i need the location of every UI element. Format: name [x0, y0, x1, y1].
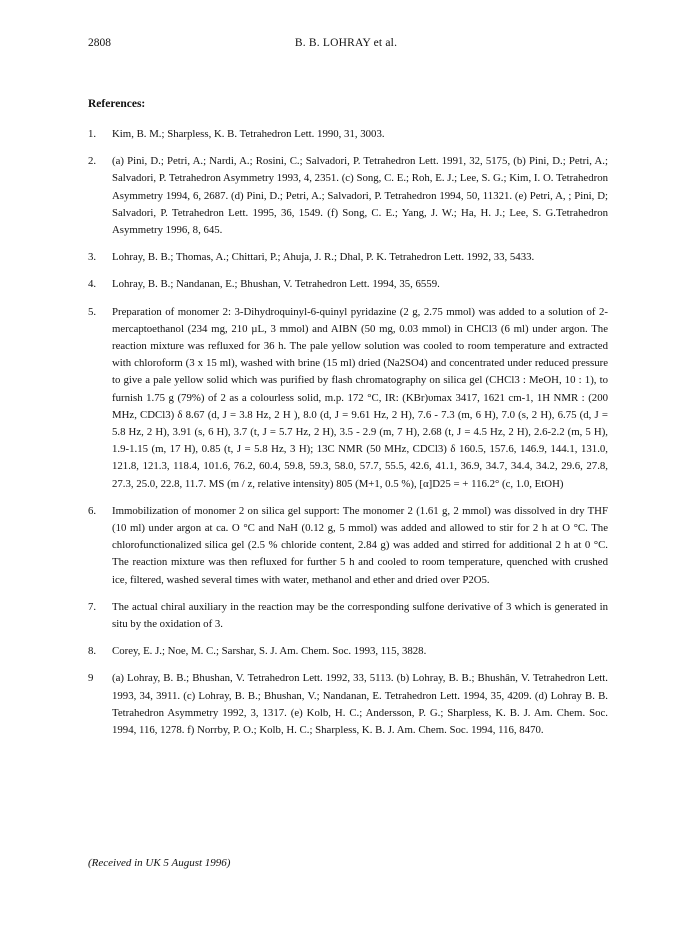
reference-number: 7.: [88, 600, 97, 613]
reference-text: (a) Pini, D.; Petri, A.; Nardi, A.; Rosini, C.; Salvadori, P. Tetrahedron Lett. 1991, 32, 5175, (b) Pini, D.; Petri, A.; Salvadori, P. Tetrahedron Asymmetry 1993, 4, 2351. (c) Song, C. E.; Roh, E. J.; Lee, S. G.; Kim, I. O. Tetrahedron Asymmetry 1994, 6, 2687. (d) Pini, D.; Petri, A.; Salvadori, P. Tetrahedron 1994, 50, 11321. (e) Petri, A, ; Pini, D; Salvadori, P. Tetrahedron Lett. 1995, 36, 1549. (f) Song, C. E.; Yang, J. W.; Ha, H. J.; Lee, S. G.Tetrahedron Asymmetry 1996, 8, 645.: [112, 155, 608, 237]
reference-item: [88, 304, 608, 493]
reference-number: 6.: [88, 504, 97, 517]
reference-text: (a) Lohray, B. B.; Bhushan, V. Tetrahedron Lett. 1992, 33, 5113. (b) Lohray, B. B.; Bhushân, V. Tetrahedron Lett. 1993, 34, 3911. (c) Lohray, B. B.; Bhushan, V.; Nandanan, E. Tetrahedron Lett. 1994, 35, 4209. (d) Lohray B. B. Tetrahedron Asymmetry 1992, 3, 1317. (e) Kolb, H. C.; Andersson, P. G.; Sharpless, K. B. J. Am. Chem. Soc. 1994, 116, 1278. f) Norrby, P. O.; Kolb, H. C.; Sharpless, K. B. J. Am. Chem. Soc. 1994, 116, 8470.: [112, 672, 608, 737]
reference-number: 1.: [88, 128, 97, 140]
reference-text: Kim, B. M.; Sharpless, K. B. Tetrahedron Lett. 1990, 31, 3003.: [112, 128, 385, 140]
received-date: (Received in UK 5 August 1996): [88, 857, 231, 869]
reference-item: [88, 670, 608, 739]
reference-number: 4.: [88, 278, 97, 291]
reference-number: 2.: [88, 155, 97, 168]
reference-text: Corey, E. J.; Noe, M. C.; Sarshar, S. J. Am. Chem. Soc. 1993, 115, 3828.: [112, 645, 427, 658]
reference-number: 3.: [88, 251, 97, 264]
reference-item: [88, 153, 608, 239]
references-heading: References:: [88, 98, 146, 110]
reference-text: Lohray, B. B.; Nandanan, E.; Bhushan, V. Tetrahedron Lett. 1994, 35, 6559.: [112, 278, 440, 291]
reference-text: Lohray, B. B.; Thomas, A.; Chittari, P.; Ahuja, J. R.; Dhal, P. K. Tetrahedron Lett. 1992, 33, 5433.: [112, 251, 535, 264]
page-number: 2808: [88, 37, 111, 49]
reference-list: [88, 126, 608, 749]
reference-text: The actual chiral auxiliary in the reaction may be the corresponding sulfone derivative of 3 which is generated in situ by the oxidation of 3.: [112, 600, 608, 631]
reference-item: [88, 126, 608, 143]
running-head: [88, 37, 604, 53]
reference-item: [88, 643, 608, 660]
reference-text: Preparation of monomer 2: 3-Dihydroquinyl-6-quinyl pyridazine (2 g, 2.75 mmol) was added to a solution of 2-mercaptoethanol (234 mg, 210 µL, 3 mmol) and AIBN (50 mg, 0.03 mmol) in CHCl3 (6 ml) under argon. The reaction mixture was refluxed for 36 h. The pale yellow solution was cooled to room temperature and extracted with chloroform (3 x 15 ml), washed with brine (15 ml) dried (Na2SO4) and concentrated under reduced pressure to give a pale yellow solid which was purified by flash chromatography on silica gel (CHCl3 : MeOH, 10 : 1), to furnish 1.75 g (79%) of 2 as a colourless solid, m.p. 172 °C, IR: (KBr)υmax 3417, 1621 cm-1, 1H NMR : (200 MHz, CDCl3) δ 8.67 (d, J = 3.8 Hz, 2 H ), 8.0 (d, J = 9.61 Hz, 2 H), 7.6 - 7.3 (m, 6 H), 7.0 (s, 2 H), 6.75 (d, J = 5.8 Hz, 2 H), 3.91 (s, 6 H), 3.7 (t, J = 5.7 Hz, 2 H), 3.5 - 2.9 (m, 7 H), 2.68 (t, J = 4.5 Hz, 2 H), 2.6-2.2 (m, 5 H), 1.9-1.15 (m, 17 H), 0.85 (t, J = 5.8 Hz, 3 H); 13C NMR (50 MHz, CDCl3) δ 160.5, 157.6, 146.9, 144.1, 131.0, 121.8, 121.3, 118.4, 101.6, 76.2, 60.4, 59.8, 59.3, 58.0, 57.7, 55.5, 42.6, 41.1, 36.9, 34.7, 34.4, 34.2, 29.6, 27.8, 27.3, 25.0, 22.8, 11.7. MS (m / z, relative intensity) 805 (M+1, 0.5 %), [α]D25 = + 116.2° (c, 1.0, EtOH): [112, 305, 608, 490]
reference-text: Immobilization of monomer 2 on silica gel support: The monomer 2 (1.61 g, 2 mmol) was dissolved in dry THF (10 ml) under argon at ca. O °C and NaH (0.12 g, 5 mmol) was added and allowed to stir for 2 h at O °C. The chlorofunctionalized silica gel (2.5 % chloride content, 2.84 g) was added and stirred for additional 2 h at 0 °C. The reaction mixture was then refluxed for further 5 h and cooled to room temperature, quenched with crushed ice, filtered, washed several times with water, methanol and ether and dried over P2O5.: [112, 504, 608, 586]
reference-item: [88, 599, 608, 633]
reference-item: [88, 276, 608, 293]
running-title: B. B. LOHRAY et al.: [294, 37, 398, 49]
reference-item: [88, 249, 608, 266]
reference-number: 8.: [88, 645, 97, 658]
reference-item: [88, 503, 608, 589]
reference-number: 5.: [88, 305, 97, 318]
reference-number: 9: [88, 672, 94, 685]
